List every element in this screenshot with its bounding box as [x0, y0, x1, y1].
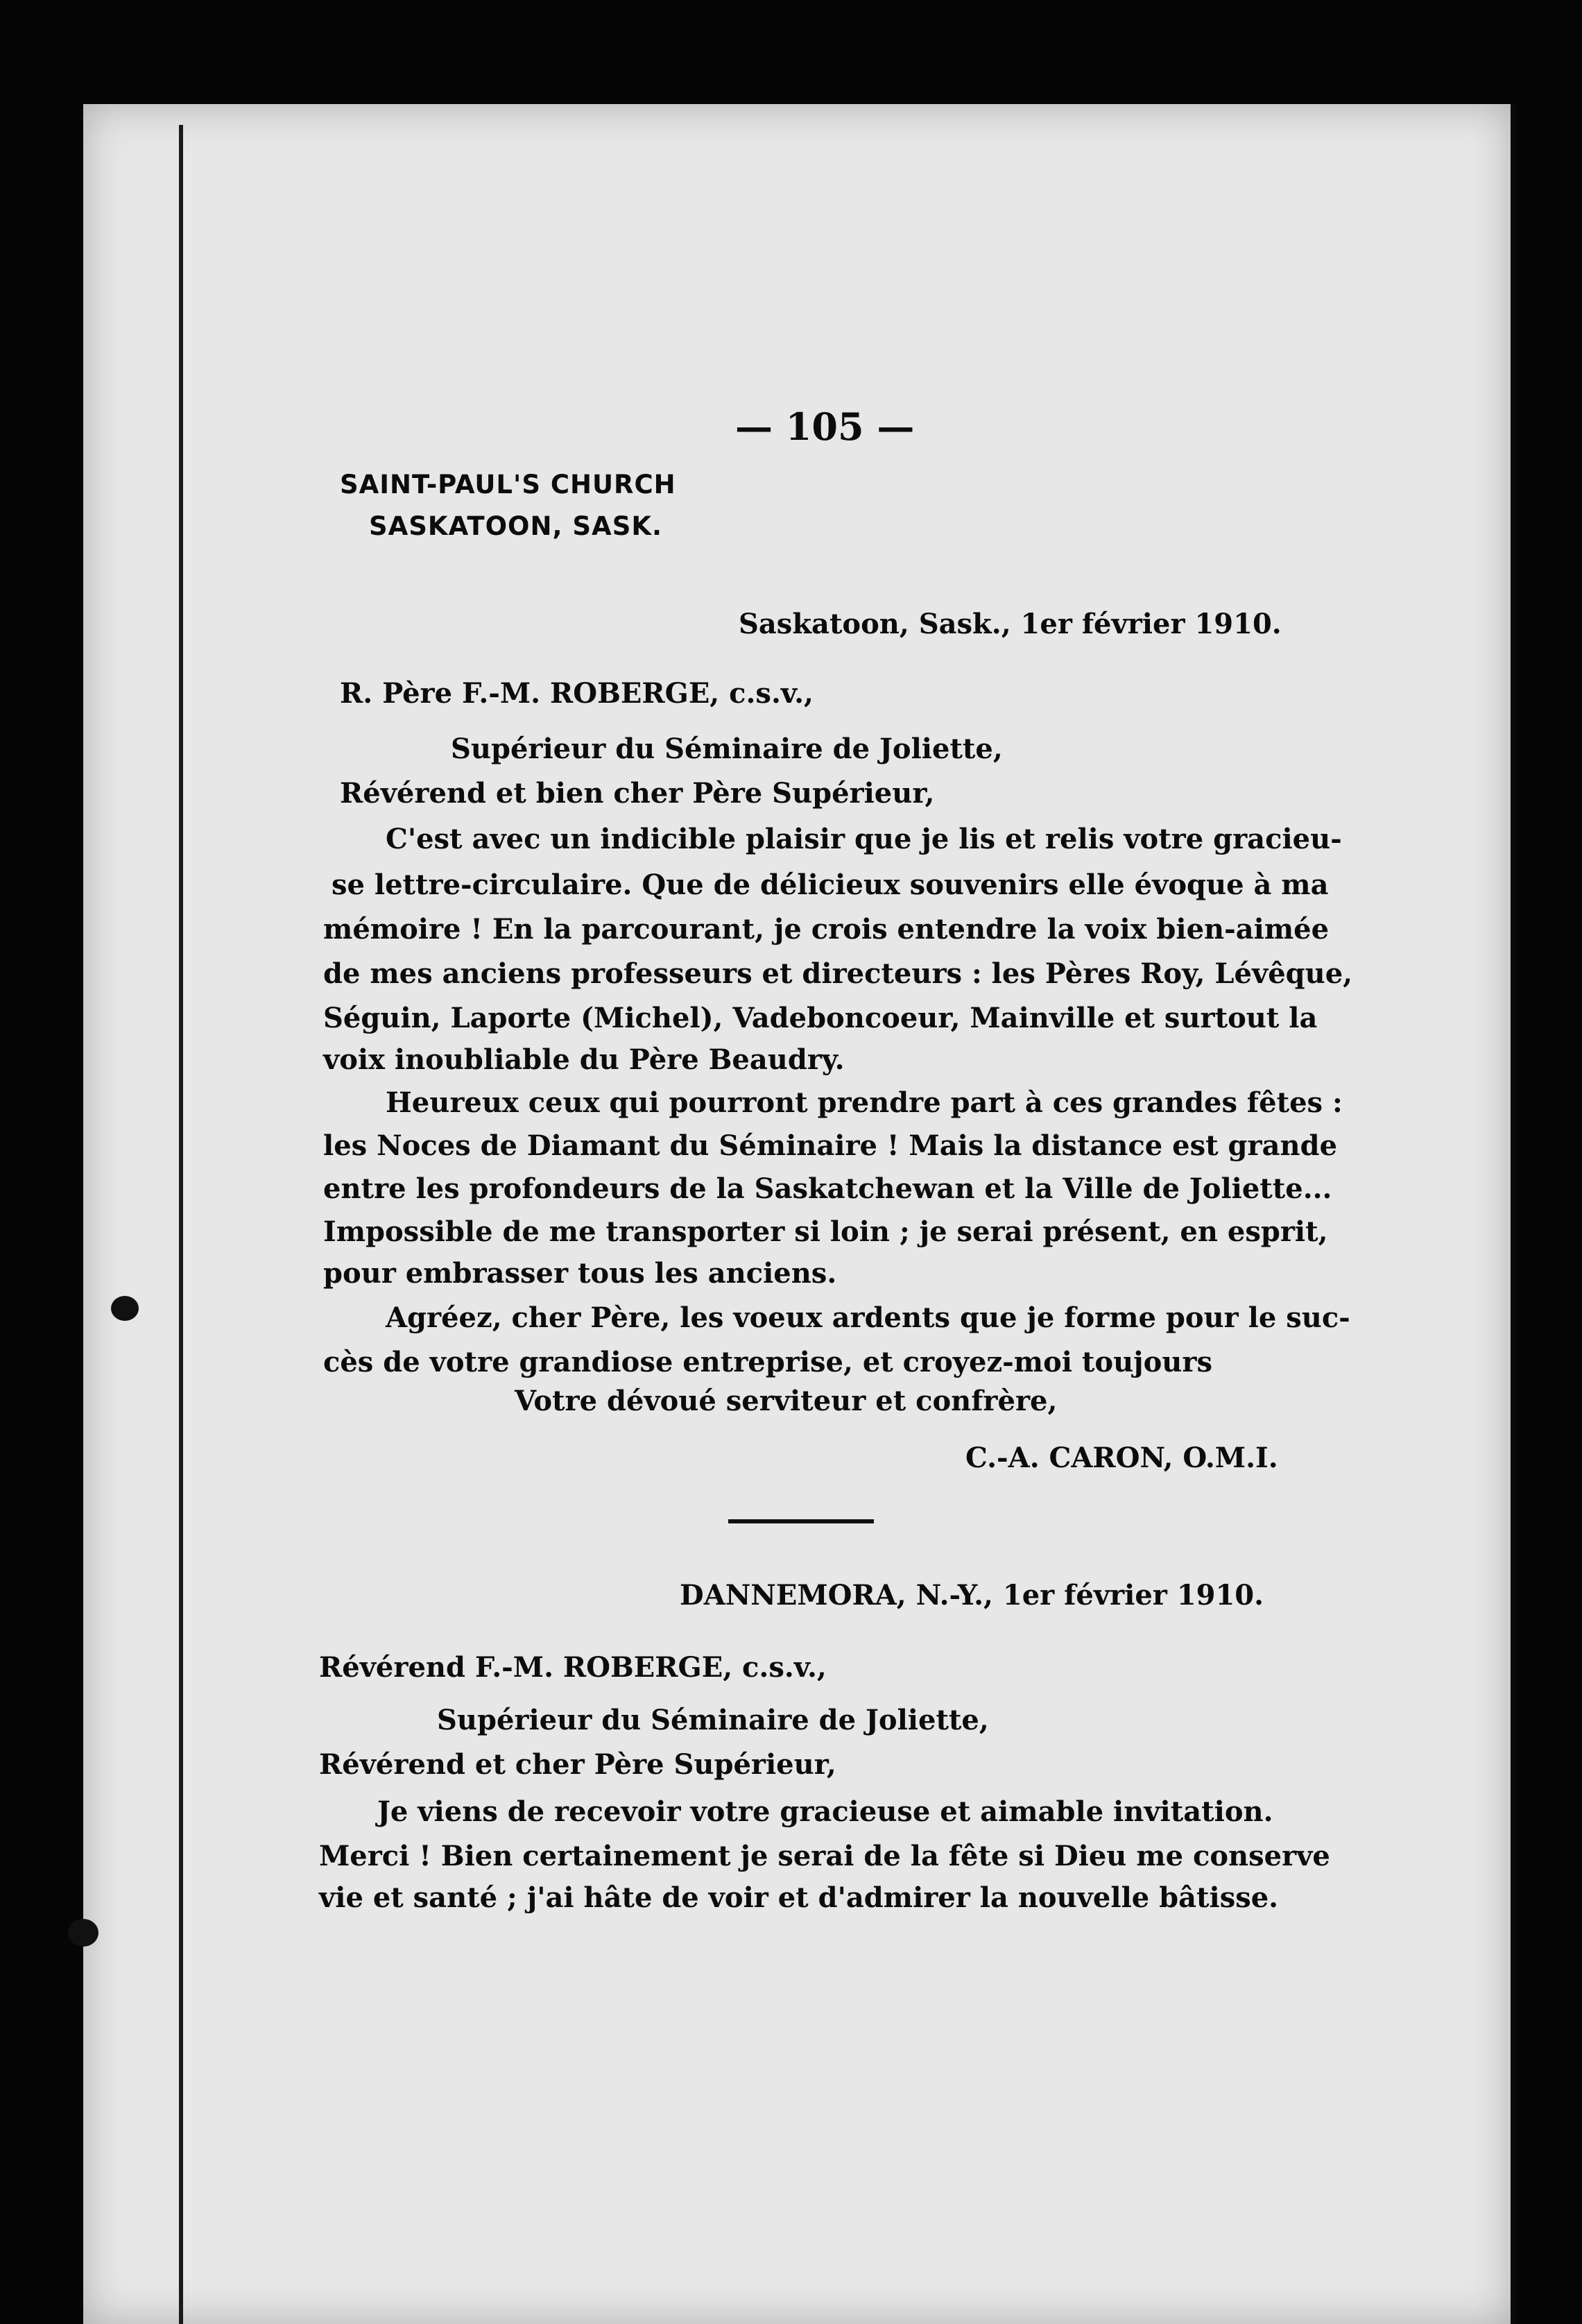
- letter2-address-line-1: Révérend F.-M. ROBERGE, c.s.v.,: [319, 1651, 827, 1684]
- letter1-body-line: Heureux ceux qui pourront prendre part à ces grandes fêtes :: [386, 1086, 1343, 1119]
- letter1-address-line-2: Supérieur du Séminaire de Joliette,: [451, 733, 1003, 765]
- binding-mark: [111, 1296, 139, 1321]
- letter1-body-line: C'est avec un indicible plaisir que je lis et relis votre gracieu-: [386, 823, 1342, 855]
- letter1-closing: Votre dévoué serviteur et confrère,: [515, 1385, 1058, 1417]
- letter1-body-line: de mes anciens professeurs et directeurs : les Pères Roy, Lévêque,: [323, 957, 1353, 990]
- letter1-date: Saskatoon, Sask., 1er février 1910.: [739, 608, 1282, 640]
- letterhead-line-2: SASKATOON, SASK.: [369, 511, 663, 541]
- letter1-body-line: se lettre-circulaire. Que de délicieux souvenirs elle évoque à ma: [332, 869, 1329, 901]
- letter2-body-line: Je viens de recevoir votre gracieuse et aimable invitation.: [377, 1795, 1273, 1828]
- letter1-body-line: les Noces de Diamant du Séminaire ! Mais la distance est grande: [323, 1129, 1338, 1162]
- letter1-body-line: pour embrasser tous les anciens.: [323, 1257, 837, 1290]
- letter1-body-line: entre les profondeurs de la Saskatchewan et la Ville de Joliette...: [323, 1172, 1332, 1205]
- letter1-body-line: mémoire ! En la parcourant, je crois entendre la voix bien-aimée: [323, 913, 1330, 946]
- letter1-body-line: Agréez, cher Père, les voeux ardents que je forme pour le suc-: [386, 1301, 1350, 1334]
- letter1-body-line: voix inoubliable du Père Beaudry.: [323, 1043, 845, 1076]
- letter1-body-line: Séguin, Laporte (Michel), Vadeboncoeur, Mainville et surtout la: [323, 1002, 1318, 1034]
- letterhead-line-1: SAINT-PAUL'S CHURCH: [340, 470, 676, 499]
- letter1-salutation: Révérend et bien cher Père Supérieur,: [340, 777, 935, 810]
- letter2-salutation: Révérend et cher Père Supérieur,: [319, 1748, 836, 1781]
- letter1-signature: C.-A. CARON, O.M.I.: [965, 1442, 1278, 1474]
- letter1-body-line: Impossible de me transporter si loin ; je serai présent, en esprit,: [323, 1215, 1328, 1248]
- letter1-body-line: cès de votre grandiose entreprise, et croyez-moi toujours: [323, 1346, 1212, 1378]
- letter1-address-line-1: R. Père F.-M. ROBERGE, c.s.v.,: [340, 677, 814, 710]
- gutter-line: [179, 125, 183, 2324]
- section-divider: [728, 1519, 874, 1523]
- letter2-body-line: vie et santé ; j'ai hâte de voir et d'admirer la nouvelle bâtisse.: [319, 1881, 1279, 1914]
- page-number: — 105 —: [735, 404, 915, 449]
- binding-mark: [68, 1919, 98, 1947]
- page-right-edge: [1511, 104, 1516, 2324]
- letter2-date: DANNEMORA, N.-Y., 1er février 1910.: [680, 1579, 1264, 1612]
- letter2-body-line: Merci ! Bien certainement je serai de la fête si Dieu me conserve: [319, 1840, 1330, 1872]
- letter2-address-line-2: Supérieur du Séminaire de Joliette,: [437, 1704, 989, 1736]
